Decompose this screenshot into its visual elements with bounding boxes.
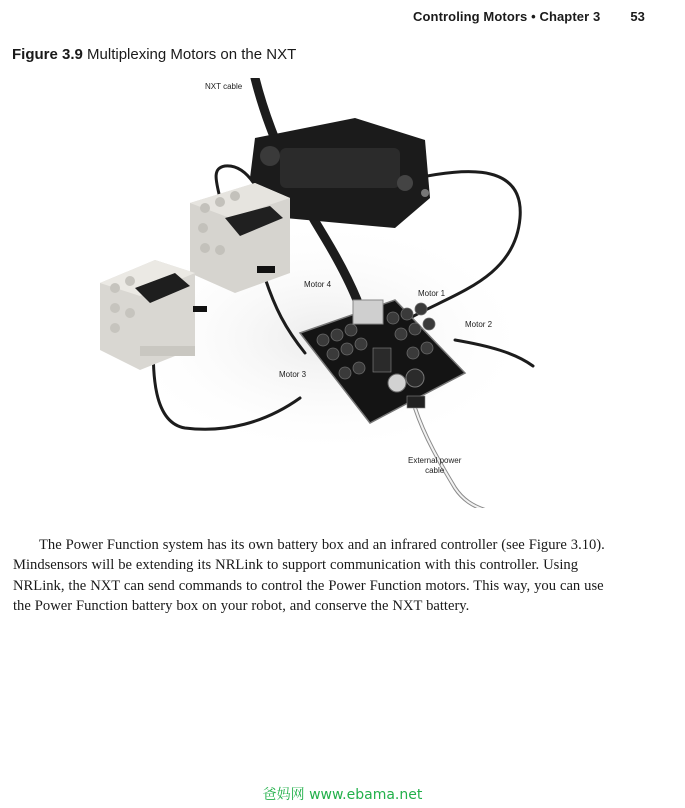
running-head <box>413 9 645 24</box>
figure-photo <box>95 78 535 508</box>
label-motor-1: Motor 1 <box>418 289 446 298</box>
motor-4-block <box>190 183 290 293</box>
label-motor-3: Motor 3 <box>279 370 307 379</box>
label-external-power-cable: External power cable <box>408 456 462 475</box>
motor-3-block <box>100 260 207 370</box>
multiplexer-photo-illustration <box>95 78 535 508</box>
running-head-title: Controling Motors • Chapter 3 <box>413 9 601 24</box>
body-paragraph: The Power Function system has its own battery box and an infrared controller (see Figure 3.10). Mindsensors will be extending its NRLink to support communication with this controller. Using NRLink, the NXT can send commands to control the Power Function motors. This way, you can use the Power Function battery box on your robot, and conserve the NXT battery. <box>13 537 605 614</box>
watermark: 爸妈网 www.ebama.net <box>262 787 423 803</box>
figure-title: Multiplexing Motors on the NXT <box>87 46 297 63</box>
page-number: 53 <box>630 9 645 24</box>
label-nxt-cable: NXT cable <box>205 82 243 91</box>
label-motor-2: Motor 2 <box>465 320 493 329</box>
figure-number: Figure 3.9 <box>12 46 83 63</box>
figure-caption <box>12 46 296 63</box>
label-motor-4: Motor 4 <box>304 280 332 289</box>
